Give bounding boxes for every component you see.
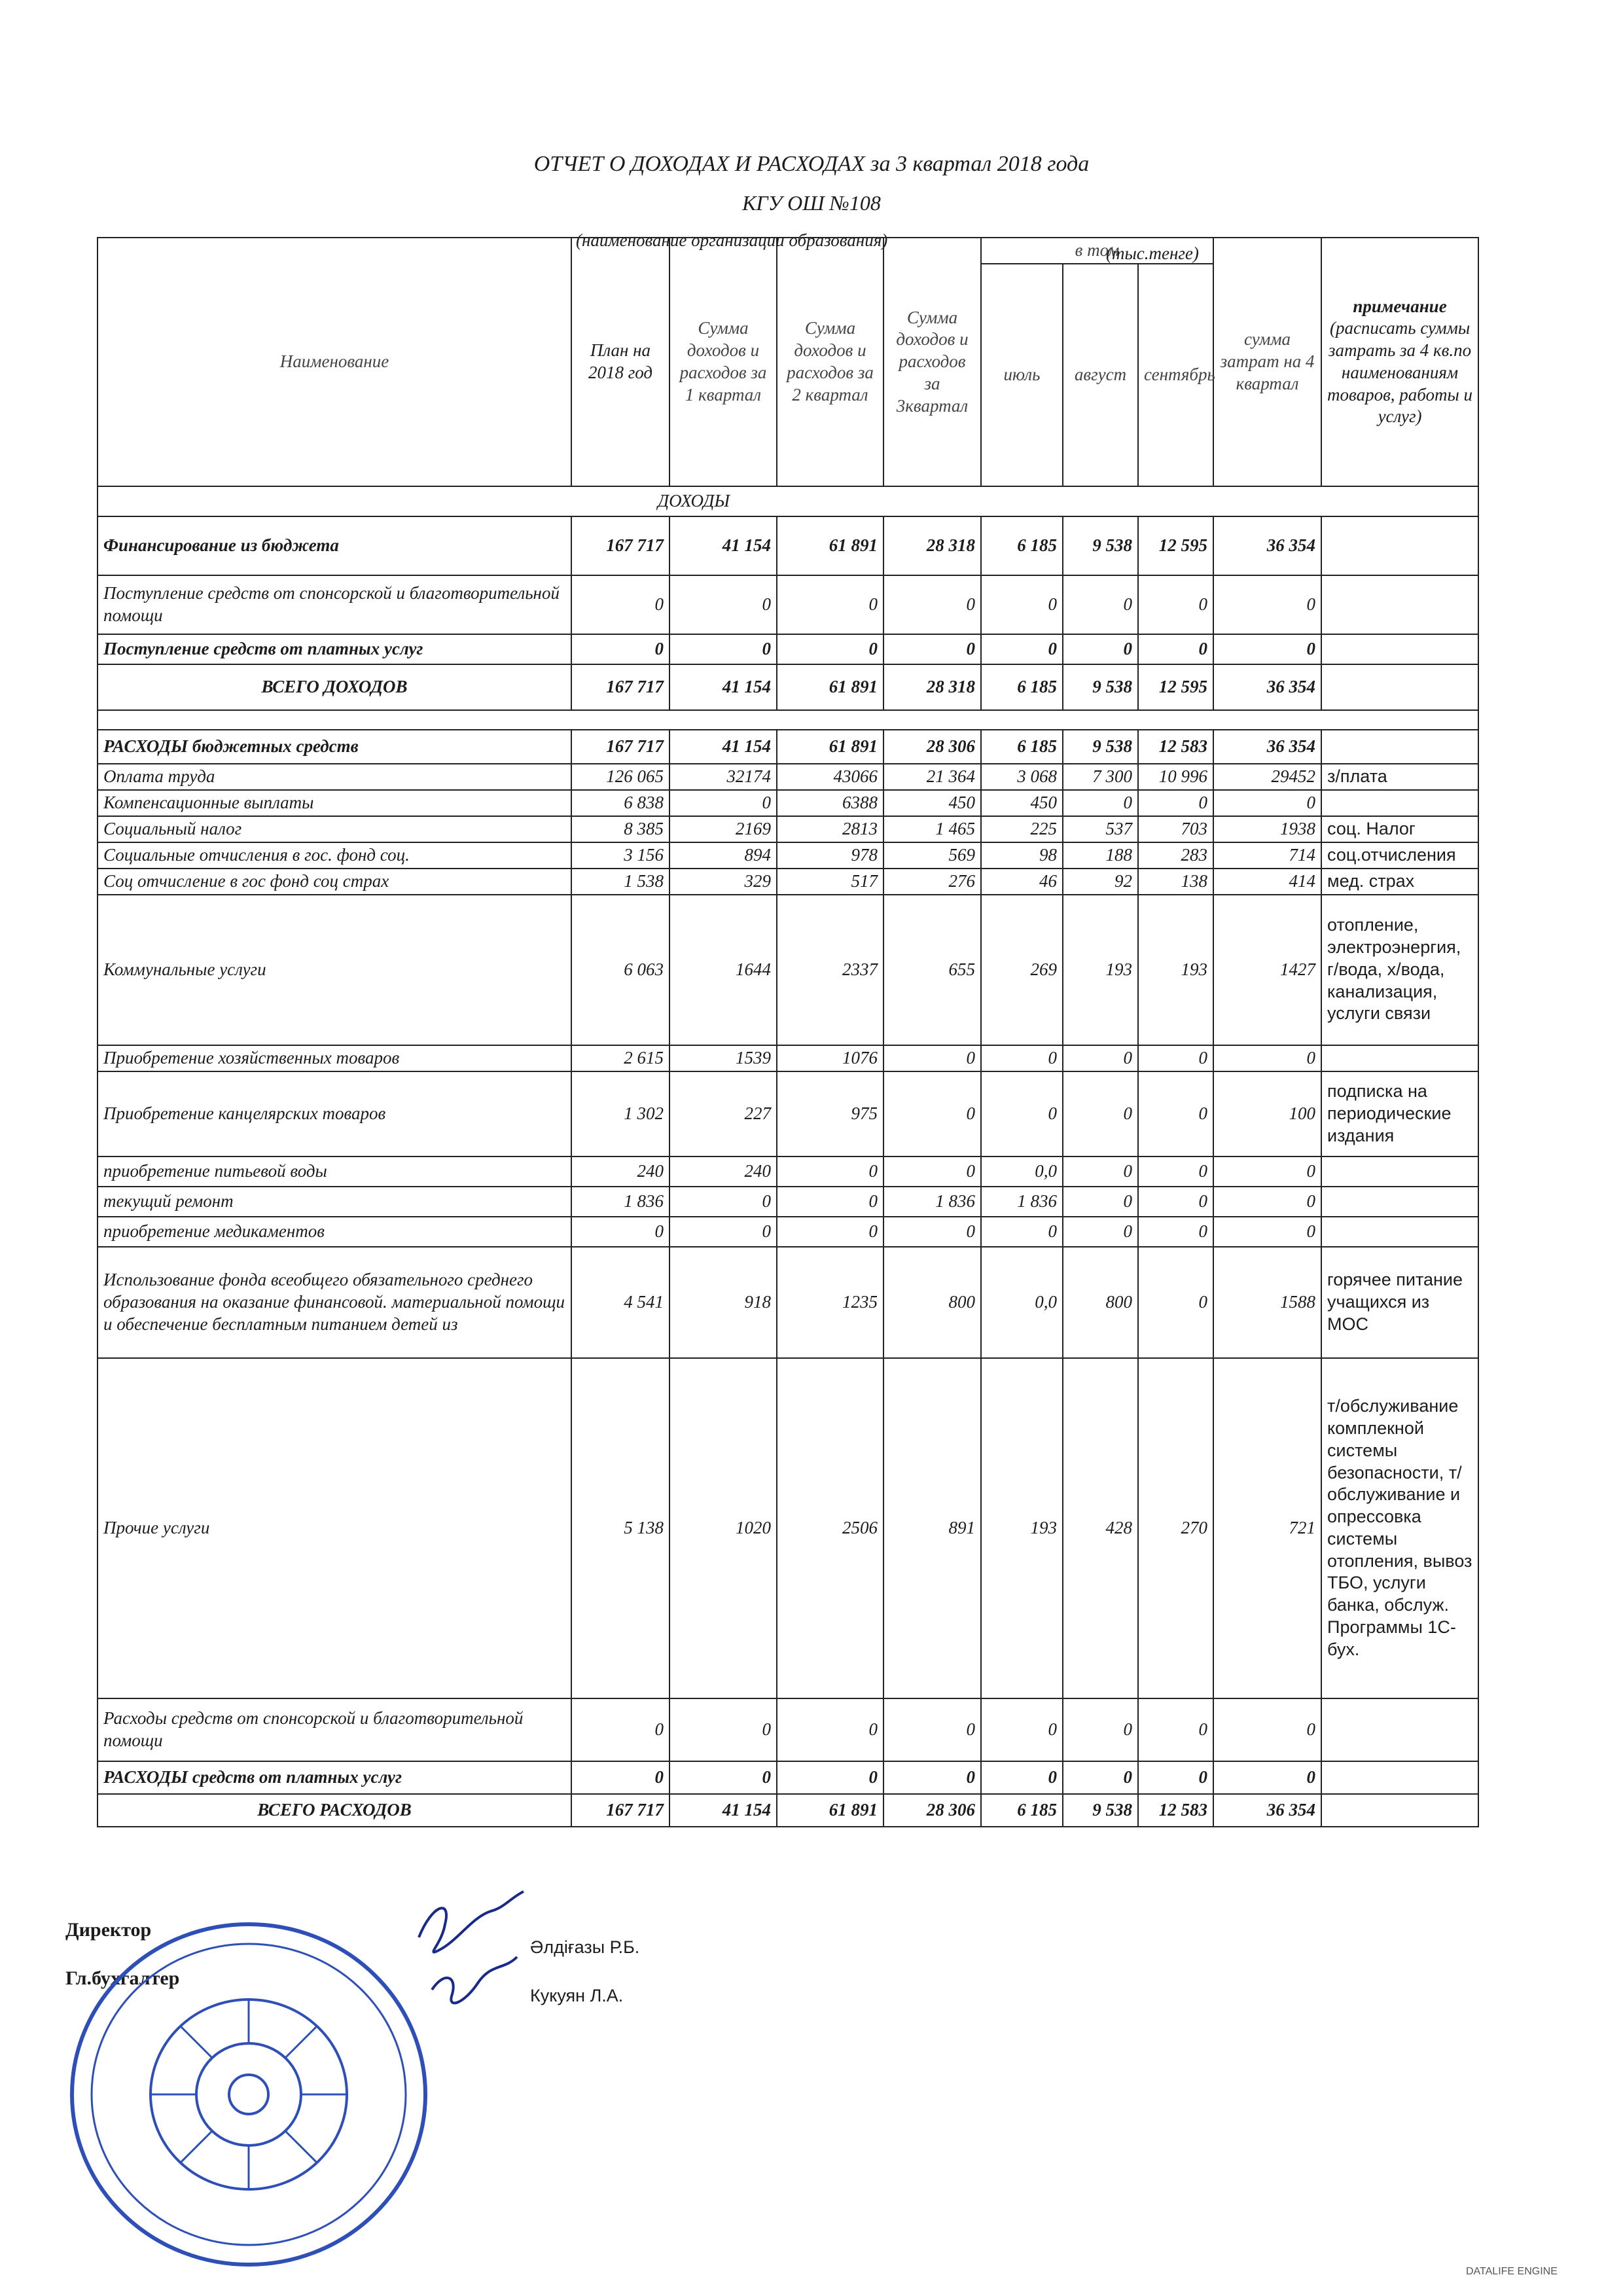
row-note: мед. страх	[1321, 869, 1478, 895]
row-note	[1321, 1698, 1478, 1761]
cell-q4: 36 354	[1213, 1794, 1321, 1827]
row-note	[1321, 1045, 1478, 1071]
cell-q2: 2813	[777, 816, 883, 842]
cell-q3: 0	[883, 634, 981, 664]
cell-q2: 0	[777, 1698, 883, 1761]
table-row	[98, 842, 1478, 869]
section-income: ДОХОДЫ	[98, 486, 1478, 516]
cell-q3: 891	[883, 1358, 981, 1698]
cell-q2: 61 891	[777, 1794, 883, 1827]
cell-q4: 414	[1213, 869, 1321, 895]
cell-q2: 0	[777, 1761, 883, 1794]
cell-sep: 10 996	[1138, 764, 1213, 790]
cell-jul: 6 185	[981, 1794, 1063, 1827]
cell-q1: 0	[669, 634, 777, 664]
cell-q4: 36 354	[1213, 516, 1321, 575]
row-note: соц. Налог	[1321, 816, 1478, 842]
row-note	[1321, 1157, 1478, 1187]
cell-aug: 0	[1063, 1217, 1138, 1247]
cell-sep: 0	[1138, 1045, 1213, 1071]
row-note: т/обслуживание комплекной системы безопасности, т/обслуживание и опрессовка системы отопления, вывоз ТБО, услуги банка, обслуж. Программы 1С-бух.	[1321, 1358, 1478, 1698]
row-name: Поступление средств от спонсорской и благотворительной помощи	[98, 575, 571, 634]
cell-jul: 0	[981, 634, 1063, 664]
cell-jul: 0,0	[981, 1247, 1063, 1358]
cell-plan: 0	[571, 1217, 669, 1247]
cell-q4: 1588	[1213, 1247, 1321, 1358]
cell-plan: 1 302	[571, 1071, 669, 1157]
cell-q2: 43066	[777, 764, 883, 790]
cell-sep: 0	[1138, 575, 1213, 634]
row-note: отопление, электроэнергия, г/вода, х/вода, канализация, услуги связи	[1321, 895, 1478, 1045]
cell-sep: 283	[1138, 842, 1213, 869]
cell-q3: 0	[883, 1045, 981, 1071]
cell-q1: 240	[669, 1157, 777, 1187]
cell-sep: 0	[1138, 1071, 1213, 1157]
cell-q4: 721	[1213, 1358, 1321, 1698]
cell-q1: 41 154	[669, 516, 777, 575]
row-name: Приобретение хозяйственных товаров	[98, 1045, 571, 1071]
cell-plan: 6 838	[571, 790, 669, 816]
cell-q4: 36 354	[1213, 730, 1321, 764]
row-name: Прочие услуги	[98, 1358, 571, 1698]
cell-aug: 9 538	[1063, 1794, 1138, 1827]
accountant-label: Гл.бухгалтер	[65, 1967, 180, 1989]
table-row	[98, 1794, 1478, 1827]
header-q2: Сумма доходов и расходов за 2 квартал	[777, 238, 883, 486]
row-name: РАСХОДЫ бюджетных средств	[98, 730, 571, 764]
cell-aug: 537	[1063, 816, 1138, 842]
cell-q2: 0	[777, 634, 883, 664]
cell-plan: 240	[571, 1157, 669, 1187]
cell-q1: 1020	[669, 1358, 777, 1698]
table-row	[98, 790, 1478, 816]
cell-plan: 0	[571, 1761, 669, 1794]
cell-q1: 227	[669, 1071, 777, 1157]
cell-aug: 188	[1063, 842, 1138, 869]
cell-aug: 800	[1063, 1247, 1138, 1358]
cell-q2: 2337	[777, 895, 883, 1045]
cell-jul: 0	[981, 1761, 1063, 1794]
cell-jul: 269	[981, 895, 1063, 1045]
cell-q2: 61 891	[777, 664, 883, 710]
cell-q2: 1076	[777, 1045, 883, 1071]
row-name: Оплата труда	[98, 764, 571, 790]
row-note: подписка на периодические издания	[1321, 1071, 1478, 1157]
table-row	[98, 1247, 1478, 1358]
table-row	[98, 816, 1478, 842]
row-note	[1321, 790, 1478, 816]
cell-q2: 978	[777, 842, 883, 869]
header-q4: сумма затрат на 4 квартал	[1213, 238, 1321, 486]
cell-q4: 1427	[1213, 895, 1321, 1045]
cell-sep: 0	[1138, 1761, 1213, 1794]
official-stamp	[59, 1911, 438, 2278]
cell-sep: 193	[1138, 895, 1213, 1045]
units-caption: (тыс.тенге)	[1106, 243, 1199, 263]
cell-sep: 0	[1138, 1157, 1213, 1187]
cell-q3: 1 836	[883, 1187, 981, 1217]
cell-aug: 9 538	[1063, 664, 1138, 710]
cell-jul: 3 068	[981, 764, 1063, 790]
cell-aug: 428	[1063, 1358, 1138, 1698]
table-row	[98, 764, 1478, 790]
table-row	[98, 895, 1478, 1045]
organization-caption: (наименование организации образования)	[576, 230, 888, 250]
cell-q1: 0	[669, 1698, 777, 1761]
cell-q1: 0	[669, 1187, 777, 1217]
header-plan: План на 2018 год	[571, 238, 669, 486]
cell-q2: 1235	[777, 1247, 883, 1358]
table-row	[98, 1761, 1478, 1794]
row-name: Расходы средств от спонсорской и благотворительной помощи	[98, 1698, 571, 1761]
cell-aug: 0	[1063, 1187, 1138, 1217]
cell-sep: 0	[1138, 1698, 1213, 1761]
cell-sep: 0	[1138, 790, 1213, 816]
cell-aug: 0	[1063, 1157, 1138, 1187]
cell-q2: 0	[777, 1157, 883, 1187]
table-row	[98, 1187, 1478, 1217]
cell-jul: 6 185	[981, 664, 1063, 710]
cell-sep: 0	[1138, 634, 1213, 664]
row-name: приобретение медикаментов	[98, 1217, 571, 1247]
row-name: Соц отчисление в гос фонд соц страх	[98, 869, 571, 895]
cell-q3: 655	[883, 895, 981, 1045]
table-row	[98, 1358, 1478, 1698]
cell-q4: 0	[1213, 1698, 1321, 1761]
header-note-sub: (расписать суммы затрать за 4 кв.по наименованиям товаров, работы и услуг)	[1327, 318, 1473, 427]
row-name: текущий ремонт	[98, 1187, 571, 1217]
cell-q4: 0	[1213, 575, 1321, 634]
cell-plan: 126 065	[571, 764, 669, 790]
row-name: Компенсационные выплаты	[98, 790, 571, 816]
cell-jul: 0	[981, 1217, 1063, 1247]
cell-q4: 0	[1213, 1761, 1321, 1794]
cell-q4: 714	[1213, 842, 1321, 869]
cell-plan: 3 156	[571, 842, 669, 869]
table-row	[98, 1157, 1478, 1187]
cell-q2: 0	[777, 575, 883, 634]
cell-q1: 0	[669, 1761, 777, 1794]
row-name: Социальный налог	[98, 816, 571, 842]
cell-sep: 0	[1138, 1247, 1213, 1358]
cell-aug: 0	[1063, 1698, 1138, 1761]
row-note	[1321, 664, 1478, 710]
row-name: РАСХОДЫ средств от платных услуг	[98, 1761, 571, 1794]
cell-q4: 0	[1213, 1045, 1321, 1071]
cell-aug: 0	[1063, 1071, 1138, 1157]
accountant-name: Кукуян Л.А.	[530, 1986, 624, 2005]
table-row	[98, 664, 1478, 710]
cell-q2: 61 891	[777, 516, 883, 575]
cell-plan: 8 385	[571, 816, 669, 842]
cell-q2: 2506	[777, 1358, 883, 1698]
header-q3: Сумма доходов и расходов за 3квартал	[883, 238, 981, 486]
cell-plan: 1 538	[571, 869, 669, 895]
cell-jul: 0	[981, 1071, 1063, 1157]
row-note	[1321, 1794, 1478, 1827]
cell-q4: 0	[1213, 634, 1321, 664]
row-note: горячее питание учащихся из МОС	[1321, 1247, 1478, 1358]
cell-q1: 329	[669, 869, 777, 895]
cell-plan: 167 717	[571, 730, 669, 764]
cell-q1: 918	[669, 1247, 777, 1358]
cell-aug: 193	[1063, 895, 1138, 1045]
cell-q3: 0	[883, 1698, 981, 1761]
cell-sep: 12 595	[1138, 516, 1213, 575]
cell-q4: 29452	[1213, 764, 1321, 790]
header-jul: июль	[981, 264, 1063, 486]
header-incl: в том	[981, 238, 1213, 264]
cell-q3: 0	[883, 1157, 981, 1187]
cell-q4: 1938	[1213, 816, 1321, 842]
cell-jul: 46	[981, 869, 1063, 895]
cell-q1: 41 154	[669, 730, 777, 764]
cell-aug: 7 300	[1063, 764, 1138, 790]
header-sep: сентябрь	[1138, 264, 1213, 486]
cell-q4: 0	[1213, 1157, 1321, 1187]
cell-q4: 0	[1213, 1217, 1321, 1247]
cell-plan: 167 717	[571, 516, 669, 575]
row-note: соц.отчисления	[1321, 842, 1478, 869]
cell-q3: 0	[883, 1071, 981, 1157]
director-name: Әлдіғазы Р.Б.	[530, 1937, 640, 1957]
cell-aug: 92	[1063, 869, 1138, 895]
table-row	[98, 1071, 1478, 1157]
row-name: Использование фонда всеобщего обязательного среднего образования на оказание финансовой. материальной помощи и обеспечение бесплатным питанием детей из	[98, 1247, 571, 1358]
cell-q1: 894	[669, 842, 777, 869]
cell-jul: 193	[981, 1358, 1063, 1698]
cell-q3: 21 364	[883, 764, 981, 790]
row-note: з/плата	[1321, 764, 1478, 790]
row-name: Финансирование из бюджета	[98, 516, 571, 575]
cell-jul: 0	[981, 1698, 1063, 1761]
cell-jul: 6 185	[981, 516, 1063, 575]
cell-q2: 61 891	[777, 730, 883, 764]
cell-jul: 450	[981, 790, 1063, 816]
cell-q1: 0	[669, 790, 777, 816]
report-title: ОТЧЕТ О ДОХОДАХ И РАСХОДАХ за 3 квартал 2018 года	[533, 152, 1090, 176]
report-table	[97, 237, 1479, 1827]
table-row	[98, 575, 1478, 634]
watermark-footer: DATALIFE ENGINE	[1466, 2266, 1558, 2277]
row-name: ВСЕГО ДОХОДОВ	[98, 664, 571, 710]
cell-q1: 1539	[669, 1045, 777, 1071]
cell-sep: 0	[1138, 1217, 1213, 1247]
row-name: приобретение питьевой воды	[98, 1157, 571, 1187]
table-row	[98, 869, 1478, 895]
cell-q3: 28 318	[883, 664, 981, 710]
cell-jul: 0,0	[981, 1157, 1063, 1187]
cell-q1: 0	[669, 575, 777, 634]
cell-jul: 225	[981, 816, 1063, 842]
cell-q2: 975	[777, 1071, 883, 1157]
director-label: Директор	[65, 1919, 152, 1941]
header-note-title: примечание	[1353, 296, 1447, 316]
cell-q4: 0	[1213, 790, 1321, 816]
cell-aug: 9 538	[1063, 516, 1138, 575]
cell-jul: 0	[981, 575, 1063, 634]
cell-q1: 2169	[669, 816, 777, 842]
cell-q1: 0	[669, 1217, 777, 1247]
cell-q3: 800	[883, 1247, 981, 1358]
header-note	[1321, 238, 1478, 486]
table-row	[98, 730, 1478, 764]
cell-sep: 12 583	[1138, 1794, 1213, 1827]
cell-q4: 0	[1213, 1187, 1321, 1217]
header-q1: Сумма доходов и расходов за 1 квартал	[669, 238, 777, 486]
cell-plan: 6 063	[571, 895, 669, 1045]
row-note	[1321, 1761, 1478, 1794]
cell-sep: 0	[1138, 1187, 1213, 1217]
cell-aug: 0	[1063, 1045, 1138, 1071]
row-note	[1321, 634, 1478, 664]
row-note	[1321, 516, 1478, 575]
row-note	[1321, 730, 1478, 764]
table-row	[98, 1045, 1478, 1071]
cell-q3: 28 306	[883, 1794, 981, 1827]
row-name: Поступление средств от платных услуг	[98, 634, 571, 664]
cell-q1: 41 154	[669, 1794, 777, 1827]
cell-jul: 6 185	[981, 730, 1063, 764]
cell-q1: 1644	[669, 895, 777, 1045]
header-name: Наименование	[98, 238, 571, 486]
cell-q3: 0	[883, 575, 981, 634]
cell-q1: 32174	[669, 764, 777, 790]
cell-jul: 0	[981, 1045, 1063, 1071]
cell-plan: 0	[571, 634, 669, 664]
cell-plan: 167 717	[571, 664, 669, 710]
cell-q4: 36 354	[1213, 664, 1321, 710]
cell-sep: 138	[1138, 869, 1213, 895]
row-name: Коммунальные услуги	[98, 895, 571, 1045]
cell-q2: 0	[777, 1217, 883, 1247]
cell-q1: 41 154	[669, 664, 777, 710]
cell-q3: 28 306	[883, 730, 981, 764]
cell-plan: 4 541	[571, 1247, 669, 1358]
cell-q2: 0	[777, 1187, 883, 1217]
header-aug: август	[1063, 264, 1138, 486]
cell-q2: 517	[777, 869, 883, 895]
row-name: Приобретение канцелярских товаров	[98, 1071, 571, 1157]
cell-q3: 28 318	[883, 516, 981, 575]
row-name: Социальные отчисления в гос. фонд соц.	[98, 842, 571, 869]
cell-sep: 12 583	[1138, 730, 1213, 764]
cell-jul: 98	[981, 842, 1063, 869]
row-note	[1321, 575, 1478, 634]
spacer-row	[98, 710, 1478, 730]
table-row	[98, 516, 1478, 575]
cell-plan: 167 717	[571, 1794, 669, 1827]
table-row	[98, 1217, 1478, 1247]
cell-plan: 2 615	[571, 1045, 669, 1071]
cell-q4: 100	[1213, 1071, 1321, 1157]
spacer-cell	[98, 710, 1478, 730]
cell-plan: 0	[571, 575, 669, 634]
cell-q3: 276	[883, 869, 981, 895]
cell-aug: 9 538	[1063, 730, 1138, 764]
cell-sep: 12 595	[1138, 664, 1213, 710]
cell-q3: 0	[883, 1761, 981, 1794]
cell-jul: 1 836	[981, 1187, 1063, 1217]
cell-aug: 0	[1063, 1761, 1138, 1794]
cell-q2: 6388	[777, 790, 883, 816]
cell-plan: 0	[571, 1698, 669, 1761]
cell-q3: 450	[883, 790, 981, 816]
row-name: ВСЕГО РАСХОДОВ	[98, 1794, 571, 1827]
cell-aug: 0	[1063, 575, 1138, 634]
cell-plan: 1 836	[571, 1187, 669, 1217]
organization-name: КГУ ОШ №108	[742, 191, 881, 215]
table-row	[98, 634, 1478, 664]
cell-aug: 0	[1063, 634, 1138, 664]
cell-q3: 0	[883, 1217, 981, 1247]
cell-sep: 703	[1138, 816, 1213, 842]
row-note	[1321, 1187, 1478, 1217]
cell-q3: 569	[883, 842, 981, 869]
row-note	[1321, 1217, 1478, 1247]
cell-sep: 270	[1138, 1358, 1213, 1698]
cell-q3: 1 465	[883, 816, 981, 842]
cell-plan: 5 138	[571, 1358, 669, 1698]
cell-aug: 0	[1063, 790, 1138, 816]
table-row	[98, 1698, 1478, 1761]
